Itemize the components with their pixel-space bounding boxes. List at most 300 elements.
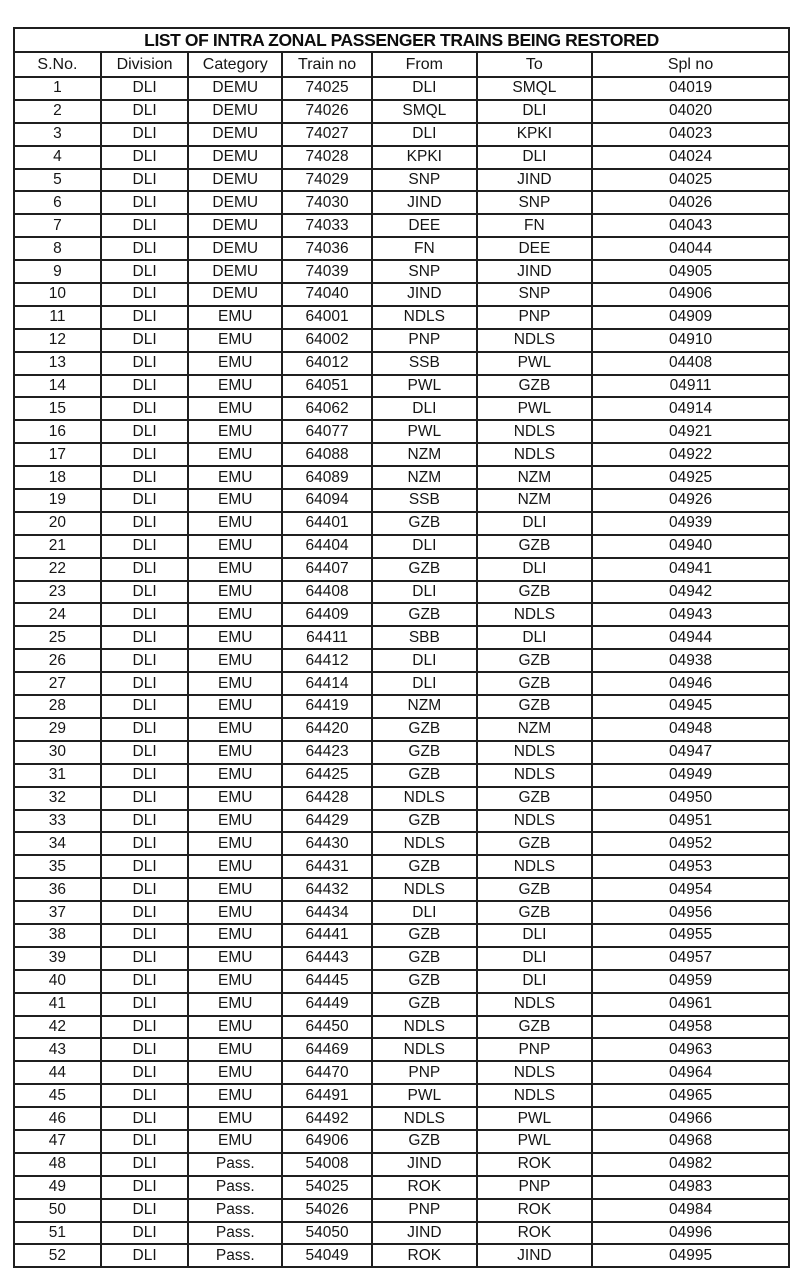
cell-to: PNP <box>477 1176 592 1199</box>
cell-spl-no: 04955 <box>592 924 789 947</box>
cell-category: EMU <box>188 535 282 558</box>
cell-from: JIND <box>372 191 477 214</box>
cell-spl-no: 04019 <box>592 77 789 100</box>
cell-category: EMU <box>188 352 282 375</box>
cell-spl-no: 04914 <box>592 397 789 420</box>
cell-spl-no: 04949 <box>592 764 789 787</box>
cell-from: JIND <box>372 1153 477 1176</box>
cell-sno: 10 <box>14 283 101 306</box>
table-row <box>14 1016 789 1039</box>
cell-to: NDLS <box>477 603 592 626</box>
cell-to: SNP <box>477 283 592 306</box>
cell-division: DLI <box>101 1061 189 1084</box>
cell-category: DEMU <box>188 146 282 169</box>
cell-spl-no: 04944 <box>592 626 789 649</box>
cell-from: PNP <box>372 329 477 352</box>
cell-division: DLI <box>101 649 189 672</box>
cell-sno: 27 <box>14 672 101 695</box>
cell-from: DLI <box>372 649 477 672</box>
cell-spl-no: 04948 <box>592 718 789 741</box>
cell-division: DLI <box>101 512 189 535</box>
cell-category: EMU <box>188 1038 282 1061</box>
cell-sno: 9 <box>14 260 101 283</box>
header-row <box>14 52 789 77</box>
cell-to: DLI <box>477 100 592 123</box>
cell-to: GZB <box>477 649 592 672</box>
cell-category: EMU <box>188 947 282 970</box>
cell-spl-no: 04995 <box>592 1244 789 1267</box>
cell-train-no: 64431 <box>282 855 372 878</box>
cell-to: PWL <box>477 397 592 420</box>
cell-category: DEMU <box>188 77 282 100</box>
cell-train-no: 54050 <box>282 1222 372 1245</box>
cell-to: GZB <box>477 672 592 695</box>
cell-to: SMQL <box>477 77 592 100</box>
table-body <box>14 77 789 1267</box>
cell-train-no: 74040 <box>282 283 372 306</box>
cell-category: DEMU <box>188 169 282 192</box>
column-header-train-no: Train no <box>282 52 372 77</box>
cell-train-no: 64492 <box>282 1107 372 1130</box>
table-row <box>14 970 789 993</box>
cell-to: JIND <box>477 1244 592 1267</box>
table-row <box>14 77 789 100</box>
cell-train-no: 64414 <box>282 672 372 695</box>
cell-spl-no: 04946 <box>592 672 789 695</box>
cell-train-no: 64012 <box>282 352 372 375</box>
cell-to: NDLS <box>477 1061 592 1084</box>
cell-spl-no: 04983 <box>592 1176 789 1199</box>
cell-to: JIND <box>477 169 592 192</box>
cell-spl-no: 04940 <box>592 535 789 558</box>
cell-division: DLI <box>101 581 189 604</box>
cell-from: SNP <box>372 260 477 283</box>
cell-from: GZB <box>372 993 477 1016</box>
cell-spl-no: 04951 <box>592 810 789 833</box>
cell-category: DEMU <box>188 283 282 306</box>
cell-from: PNP <box>372 1199 477 1222</box>
cell-spl-no: 04043 <box>592 214 789 237</box>
cell-from: PNP <box>372 1061 477 1084</box>
cell-category: EMU <box>188 764 282 787</box>
cell-division: DLI <box>101 718 189 741</box>
cell-division: DLI <box>101 214 189 237</box>
cell-to: NDLS <box>477 443 592 466</box>
table-row <box>14 1130 789 1153</box>
cell-spl-no: 04968 <box>592 1130 789 1153</box>
cell-train-no: 64407 <box>282 558 372 581</box>
cell-from: ROK <box>372 1176 477 1199</box>
cell-sno: 7 <box>14 214 101 237</box>
cell-from: GZB <box>372 970 477 993</box>
cell-spl-no: 04945 <box>592 695 789 718</box>
cell-from: NDLS <box>372 306 477 329</box>
cell-division: DLI <box>101 947 189 970</box>
cell-division: DLI <box>101 1016 189 1039</box>
cell-to: DLI <box>477 970 592 993</box>
cell-spl-no: 04044 <box>592 237 789 260</box>
cell-spl-no: 04954 <box>592 878 789 901</box>
cell-from: DLI <box>372 901 477 924</box>
cell-sno: 18 <box>14 466 101 489</box>
cell-train-no: 64088 <box>282 443 372 466</box>
cell-train-no: 64906 <box>282 1130 372 1153</box>
cell-division: DLI <box>101 352 189 375</box>
cell-from: GZB <box>372 924 477 947</box>
cell-division: DLI <box>101 741 189 764</box>
cell-sno: 26 <box>14 649 101 672</box>
cell-sno: 5 <box>14 169 101 192</box>
cell-train-no: 64470 <box>282 1061 372 1084</box>
cell-to: NDLS <box>477 741 592 764</box>
cell-sno: 12 <box>14 329 101 352</box>
cell-from: GZB <box>372 718 477 741</box>
cell-to: GZB <box>477 878 592 901</box>
table-row <box>14 718 789 741</box>
cell-division: DLI <box>101 191 189 214</box>
table-row <box>14 489 789 512</box>
cell-division: DLI <box>101 260 189 283</box>
cell-from: JIND <box>372 1222 477 1245</box>
cell-from: SMQL <box>372 100 477 123</box>
cell-division: DLI <box>101 1107 189 1130</box>
cell-sno: 23 <box>14 581 101 604</box>
cell-sno: 28 <box>14 695 101 718</box>
cell-sno: 11 <box>14 306 101 329</box>
cell-spl-no: 04996 <box>592 1222 789 1245</box>
cell-from: GZB <box>372 603 477 626</box>
cell-from: DLI <box>372 77 477 100</box>
cell-sno: 39 <box>14 947 101 970</box>
cell-from: NZM <box>372 466 477 489</box>
cell-train-no: 64051 <box>282 375 372 398</box>
cell-spl-no: 04943 <box>592 603 789 626</box>
cell-spl-no: 04939 <box>592 512 789 535</box>
column-header-category: Category <box>188 52 282 77</box>
cell-division: DLI <box>101 764 189 787</box>
cell-category: EMU <box>188 603 282 626</box>
cell-division: DLI <box>101 283 189 306</box>
table-row <box>14 214 789 237</box>
table-row <box>14 100 789 123</box>
cell-to: GZB <box>477 832 592 855</box>
cell-sno: 3 <box>14 123 101 146</box>
cell-to: NZM <box>477 466 592 489</box>
cell-division: DLI <box>101 535 189 558</box>
cell-division: DLI <box>101 810 189 833</box>
cell-to: GZB <box>477 787 592 810</box>
cell-train-no: 64443 <box>282 947 372 970</box>
cell-category: DEMU <box>188 260 282 283</box>
cell-train-no: 64449 <box>282 993 372 1016</box>
cell-from: PWL <box>372 1084 477 1107</box>
cell-to: ROK <box>477 1153 592 1176</box>
cell-sno: 52 <box>14 1244 101 1267</box>
title-row <box>14 28 789 52</box>
cell-category: EMU <box>188 306 282 329</box>
cell-from: PWL <box>372 375 477 398</box>
cell-category: DEMU <box>188 123 282 146</box>
cell-from: NDLS <box>372 832 477 855</box>
cell-train-no: 64428 <box>282 787 372 810</box>
cell-division: DLI <box>101 146 189 169</box>
cell-train-no: 64089 <box>282 466 372 489</box>
cell-sno: 15 <box>14 397 101 420</box>
cell-train-no: 74026 <box>282 100 372 123</box>
table-row <box>14 237 789 260</box>
cell-sno: 6 <box>14 191 101 214</box>
cell-spl-no: 04020 <box>592 100 789 123</box>
cell-spl-no: 04909 <box>592 306 789 329</box>
cell-division: DLI <box>101 306 189 329</box>
cell-train-no: 64062 <box>282 397 372 420</box>
table-row <box>14 466 789 489</box>
cell-to: ROK <box>477 1199 592 1222</box>
cell-train-no: 74039 <box>282 260 372 283</box>
cell-category: EMU <box>188 672 282 695</box>
cell-to: NDLS <box>477 420 592 443</box>
table-row <box>14 329 789 352</box>
cell-to: NDLS <box>477 329 592 352</box>
cell-sno: 45 <box>14 1084 101 1107</box>
cell-division: DLI <box>101 626 189 649</box>
cell-to: JIND <box>477 260 592 283</box>
page-title: LIST OF INTRA ZONAL PASSENGER TRAINS BEING RESTORED <box>14 28 789 52</box>
cell-sno: 31 <box>14 764 101 787</box>
cell-category: DEMU <box>188 100 282 123</box>
cell-category: EMU <box>188 466 282 489</box>
cell-spl-no: 04953 <box>592 855 789 878</box>
cell-from: PWL <box>372 420 477 443</box>
cell-train-no: 64491 <box>282 1084 372 1107</box>
cell-train-no: 64429 <box>282 810 372 833</box>
cell-spl-no: 04957 <box>592 947 789 970</box>
cell-division: DLI <box>101 901 189 924</box>
table-row <box>14 993 789 1016</box>
cell-sno: 34 <box>14 832 101 855</box>
table-row <box>14 1107 789 1130</box>
cell-spl-no: 04964 <box>592 1061 789 1084</box>
cell-division: DLI <box>101 672 189 695</box>
cell-division: DLI <box>101 169 189 192</box>
cell-to: DLI <box>477 558 592 581</box>
cell-division: DLI <box>101 855 189 878</box>
table-row <box>14 649 789 672</box>
cell-category: DEMU <box>188 214 282 237</box>
cell-train-no: 64425 <box>282 764 372 787</box>
cell-category: EMU <box>188 1061 282 1084</box>
table-row <box>14 1244 789 1267</box>
cell-to: DLI <box>477 947 592 970</box>
cell-sno: 2 <box>14 100 101 123</box>
cell-category: EMU <box>188 993 282 1016</box>
cell-spl-no: 04961 <box>592 993 789 1016</box>
cell-division: DLI <box>101 993 189 1016</box>
cell-train-no: 64077 <box>282 420 372 443</box>
cell-from: NDLS <box>372 878 477 901</box>
column-header-to: To <box>477 52 592 77</box>
cell-category: EMU <box>188 489 282 512</box>
table-row <box>14 123 789 146</box>
table-row <box>14 1199 789 1222</box>
cell-category: EMU <box>188 375 282 398</box>
cell-sno: 48 <box>14 1153 101 1176</box>
cell-train-no: 74033 <box>282 214 372 237</box>
cell-from: DLI <box>372 397 477 420</box>
cell-from: SSB <box>372 352 477 375</box>
table-row <box>14 878 789 901</box>
table-row <box>14 581 789 604</box>
table-row <box>14 741 789 764</box>
cell-to: SNP <box>477 191 592 214</box>
table-row <box>14 146 789 169</box>
cell-to: NDLS <box>477 764 592 787</box>
table-row <box>14 260 789 283</box>
table-row <box>14 672 789 695</box>
cell-from: DLI <box>372 581 477 604</box>
cell-sno: 1 <box>14 77 101 100</box>
cell-category: EMU <box>188 420 282 443</box>
cell-to: NDLS <box>477 810 592 833</box>
cell-train-no: 64469 <box>282 1038 372 1061</box>
table-row <box>14 397 789 420</box>
cell-spl-no: 04950 <box>592 787 789 810</box>
cell-category: Pass. <box>188 1244 282 1267</box>
cell-division: DLI <box>101 489 189 512</box>
cell-division: DLI <box>101 1176 189 1199</box>
cell-train-no: 74029 <box>282 169 372 192</box>
column-header-from: From <box>372 52 477 77</box>
table-row <box>14 626 789 649</box>
table-row <box>14 535 789 558</box>
cell-division: DLI <box>101 329 189 352</box>
cell-sno: 20 <box>14 512 101 535</box>
cell-sno: 44 <box>14 1061 101 1084</box>
column-header-spl-no: Spl no <box>592 52 789 77</box>
table-row <box>14 420 789 443</box>
cell-category: EMU <box>188 1084 282 1107</box>
cell-division: DLI <box>101 970 189 993</box>
cell-train-no: 74025 <box>282 77 372 100</box>
cell-sno: 32 <box>14 787 101 810</box>
cell-division: DLI <box>101 237 189 260</box>
cell-category: DEMU <box>188 237 282 260</box>
cell-sno: 37 <box>14 901 101 924</box>
cell-division: DLI <box>101 1038 189 1061</box>
cell-category: EMU <box>188 1130 282 1153</box>
cell-spl-no: 04926 <box>592 489 789 512</box>
cell-from: NDLS <box>372 787 477 810</box>
cell-to: PWL <box>477 1107 592 1130</box>
column-header-division: Division <box>101 52 189 77</box>
cell-sno: 14 <box>14 375 101 398</box>
cell-category: EMU <box>188 1107 282 1130</box>
cell-spl-no: 04942 <box>592 581 789 604</box>
cell-from: GZB <box>372 558 477 581</box>
cell-to: DLI <box>477 626 592 649</box>
cell-category: EMU <box>188 1016 282 1039</box>
cell-from: FN <box>372 237 477 260</box>
cell-to: DLI <box>477 512 592 535</box>
cell-category: EMU <box>188 718 282 741</box>
cell-division: DLI <box>101 832 189 855</box>
cell-sno: 13 <box>14 352 101 375</box>
table-row <box>14 306 789 329</box>
table-row <box>14 283 789 306</box>
cell-sno: 21 <box>14 535 101 558</box>
cell-division: DLI <box>101 443 189 466</box>
cell-to: PNP <box>477 1038 592 1061</box>
cell-to: FN <box>477 214 592 237</box>
cell-to: GZB <box>477 901 592 924</box>
cell-spl-no: 04025 <box>592 169 789 192</box>
cell-to: ROK <box>477 1222 592 1245</box>
cell-from: NDLS <box>372 1016 477 1039</box>
cell-sno: 43 <box>14 1038 101 1061</box>
cell-spl-no: 04947 <box>592 741 789 764</box>
table-row <box>14 810 789 833</box>
cell-from: DEE <box>372 214 477 237</box>
cell-sno: 25 <box>14 626 101 649</box>
cell-spl-no: 04905 <box>592 260 789 283</box>
cell-sno: 29 <box>14 718 101 741</box>
cell-train-no: 64401 <box>282 512 372 535</box>
cell-category: Pass. <box>188 1153 282 1176</box>
cell-from: NDLS <box>372 1107 477 1130</box>
cell-from: GZB <box>372 947 477 970</box>
cell-spl-no: 04952 <box>592 832 789 855</box>
cell-to: GZB <box>477 375 592 398</box>
cell-from: GZB <box>372 764 477 787</box>
cell-train-no: 64002 <box>282 329 372 352</box>
cell-from: GZB <box>372 512 477 535</box>
cell-spl-no: 04959 <box>592 970 789 993</box>
cell-category: Pass. <box>188 1199 282 1222</box>
cell-spl-no: 04906 <box>592 283 789 306</box>
cell-train-no: 64094 <box>282 489 372 512</box>
cell-division: DLI <box>101 420 189 443</box>
cell-category: EMU <box>188 581 282 604</box>
cell-category: EMU <box>188 397 282 420</box>
cell-train-no: 64430 <box>282 832 372 855</box>
cell-train-no: 54026 <box>282 1199 372 1222</box>
cell-to: NDLS <box>477 1084 592 1107</box>
cell-spl-no: 04958 <box>592 1016 789 1039</box>
cell-from: GZB <box>372 810 477 833</box>
cell-to: NDLS <box>477 993 592 1016</box>
cell-category: EMU <box>188 558 282 581</box>
cell-sno: 40 <box>14 970 101 993</box>
cell-category: EMU <box>188 810 282 833</box>
cell-spl-no: 04922 <box>592 443 789 466</box>
cell-division: DLI <box>101 397 189 420</box>
cell-sno: 42 <box>14 1016 101 1039</box>
table-row <box>14 352 789 375</box>
cell-division: DLI <box>101 1199 189 1222</box>
cell-to: GZB <box>477 581 592 604</box>
table-row <box>14 855 789 878</box>
cell-category: DEMU <box>188 191 282 214</box>
cell-category: EMU <box>188 626 282 649</box>
table-row <box>14 1176 789 1199</box>
cell-spl-no: 04026 <box>592 191 789 214</box>
cell-spl-no: 04956 <box>592 901 789 924</box>
cell-spl-no: 04024 <box>592 146 789 169</box>
cell-spl-no: 04966 <box>592 1107 789 1130</box>
cell-sno: 38 <box>14 924 101 947</box>
cell-sno: 17 <box>14 443 101 466</box>
table-row <box>14 787 789 810</box>
